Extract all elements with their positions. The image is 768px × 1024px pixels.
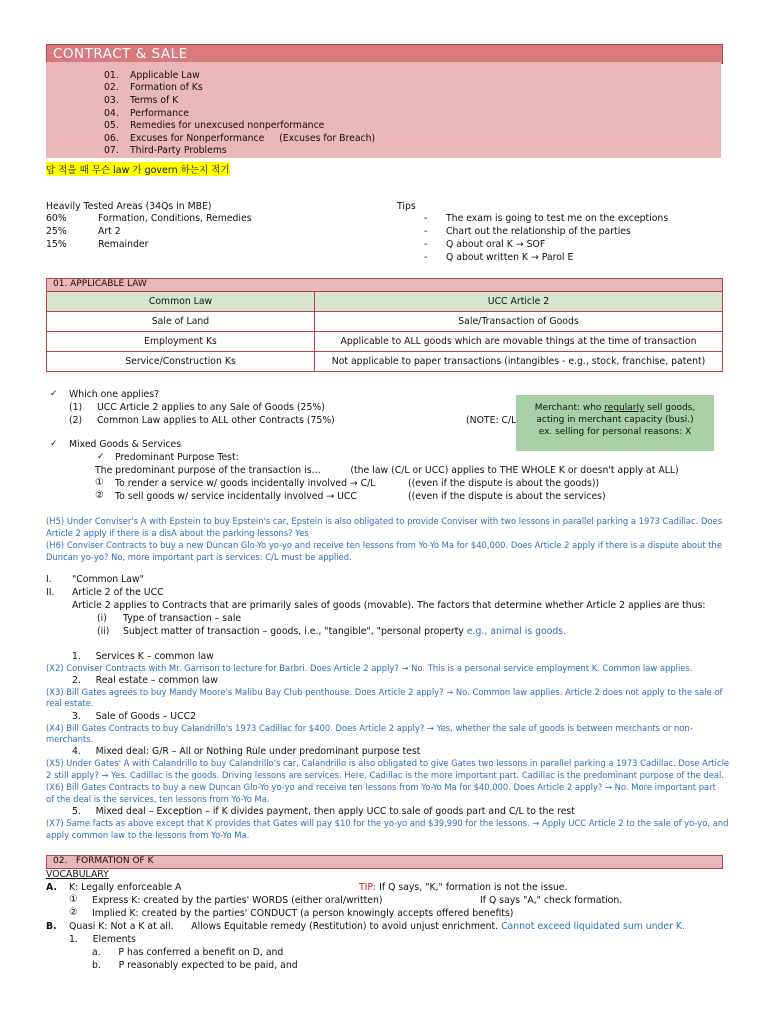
article2-description: Article 2 applies to Contracts that are primarily sales of goods (movable). The factors that determine whether Article 2 applies are thus: [72, 600, 706, 611]
checkmark-icon: ✓ [50, 439, 58, 449]
tip-item: Q about written K → Parol E [446, 252, 574, 263]
outline-letter: A. [46, 882, 57, 893]
tested-label: Formation, Conditions, Remedies [98, 213, 252, 224]
table-row [47, 332, 723, 352]
definition: Express K: created by the parties' WORDS (either oral/written) [92, 895, 383, 906]
korean-note: 답 적을 때 무슨 law 가 govern 하는지 적기 [46, 162, 230, 176]
tip-dash: - [424, 252, 428, 263]
hypo-x4-cont: merchants. [46, 734, 94, 744]
sub-item: b. P reasonably expected to be paid, and [92, 960, 298, 971]
mixed-sub: Predominant Purpose Test: [115, 452, 239, 463]
tip-note: TIP: If Q says, "K," formation is not the issue. [359, 882, 568, 893]
tested-pct: 60% [46, 213, 67, 224]
mixed-case: To sell goods w/ service incidentally involved → UCC [115, 491, 357, 502]
circled-1-icon: ① [95, 477, 104, 488]
roman-numeral: I. [46, 574, 52, 585]
tip-item: The exam is going to test me on the exceptions [446, 213, 669, 224]
merchant-line: Merchant: who regularly sell goods, [534, 403, 696, 413]
merchant-note-box [516, 395, 714, 451]
table-row [47, 352, 723, 372]
circled-2-icon: ② [69, 907, 78, 918]
tested-pct: 15% [46, 239, 67, 250]
which-question: Which one applies? [69, 389, 160, 400]
table-cell: Service/Construction Ks [47, 352, 315, 372]
hypo-h5-cont: Article 2 apply if there is a disA about the parking lessons? Yes [46, 528, 309, 538]
numbered-item: 2. Real estate – common law [72, 675, 218, 686]
numbered-item: 1. Elements [69, 934, 136, 945]
sub-item: a. P has conferred a benefit on D, and [92, 947, 284, 958]
definition: Implied K: created by the parties' CONDUCT (a person knowingly accepts offered benefits) [92, 908, 514, 919]
mixed-case: To render a service w/ goods incidentally involved → C/L [115, 478, 376, 489]
checkmark-icon: ✓ [97, 452, 105, 462]
table-header-row [47, 292, 723, 312]
document-title-bar [46, 44, 723, 64]
roman-numeral: II. [46, 587, 55, 598]
numbered-item: 3. Sale of Goods – UCC2 [72, 711, 197, 722]
section-header-applicable-law: 01. APPLICABLE LAW [46, 278, 723, 292]
tested-pct: 25% [46, 226, 67, 237]
mixed-case-note: ((even if the dispute is about the goods)) [408, 478, 600, 489]
table-header-cell: UCC Article 2 [315, 292, 723, 312]
hypo-x7-cont: apply common law to the lessons from Yo-Yo Ma. [46, 830, 250, 840]
hypo-h6-cont: Duncan yo-yo? No, more important part is services: C/L must be applied. [46, 552, 352, 562]
hypo-x3-cont: real estate. [46, 698, 94, 708]
table-cell: Employment Ks [47, 332, 315, 352]
table-cell: Applicable to ALL goods which are movable things at the time of transaction [315, 332, 723, 352]
numbered-item: 1. Services K – common law [72, 651, 214, 662]
checkmark-icon: ✓ [50, 389, 58, 399]
circled-2-icon: ② [95, 490, 104, 501]
tip-note: If Q says "A," check formation. [480, 895, 623, 906]
mixed-line: The predominant purpose of the transaction is… (the law (C/L or UCC) applies to THE WHOLE K or doesn't apply at ALL) [95, 465, 679, 476]
table-cell: Sale of Land [47, 312, 315, 332]
table-cell: Not applicable to paper transactions (intangibles - e.g., stock, franchise, patent) [315, 352, 723, 372]
table-cell: Sale/Transaction of Goods [315, 312, 723, 332]
numbered-item: 5. Mixed deal – Exception – if K divides payment, then apply UCC to sale of goods part and C/L to the rest [72, 806, 575, 817]
hypo-x2: (X2) Conviser Contracts with Mr. Garrison to lecture for Barbri. Does Article 2 apply? → No. This is a personal service employment K. Common law applies. [46, 663, 693, 673]
hypo-h6: (H6) Conviser Contracts to buy a new Duncan Glo-Yo yo-yo and receive ten lessons from Yo-Yo Ma for $40,000. Does Article 2 apply if there is a dispute about the [46, 540, 723, 550]
definition: Quasi K: Not a K at all. Allows Equitable remedy (Restitution) to avoid unjust enrichment. Cannot exceed liquidated sum under K. [69, 921, 685, 932]
document-title: CONTRACT & SALE [53, 46, 188, 62]
tip-item: Q about oral K → SOF [446, 239, 546, 250]
factor-number: (i) [97, 613, 107, 624]
tips-heading: Tips [397, 201, 416, 212]
hypo-x6: (X6) Bill Gates Contracts to buy a new Duncan Glo-Yo yo-yo and receive ten lessons from Yo-Yo Ma for $40,000. Does Article 2 apply? → No. More important part [46, 782, 716, 792]
hypo-x3: (X3) Bill Gates agrees to buy Mandy Moore's Malibu Bay Club penthouse. Does Article 2 apply? → No. Common law applies. Article 2 does not apply to the sale of [46, 687, 723, 697]
tested-heading: Heavily Tested Areas (34Qs in MBE) [46, 201, 212, 212]
which-line: (1) UCC Article 2 applies to any Sale of Goods (25%) [69, 402, 325, 413]
numbered-item: 4. Mixed deal: G/R – All or Nothing Rule under predominant purpose test [72, 746, 421, 757]
section-header-formation: 02. FORMATION OF K [46, 855, 723, 869]
merchant-line: acting in merchant capacity (busi.) [536, 415, 694, 425]
circled-1-icon: ① [69, 894, 78, 905]
factor: Subject matter of transaction – goods, i.e., "tangible", "personal property e.g., animal is goods. [123, 626, 567, 637]
hypo-x5: (X5) Under Gates' A with Calandrillo to buy Calandrillo's car, Calandrillo is also obligated to give Gates two lessons in parallel parking a 1973 Cadillac. Dose Article [46, 758, 730, 768]
merchant-line: ex. selling for personal reasons: X [538, 427, 692, 437]
mixed-case-note: ((even if the dispute is about the services) [408, 491, 606, 502]
outline-letter: B. [46, 921, 57, 932]
tested-label: Art 2 [98, 226, 121, 237]
hypo-x4: (X4) Bill Gates Contracts to buy Calandrillo's 1973 Cadillac for $400. Does Article 2 apply? → Yes, whether the sale of goods is between merchants or non- [46, 723, 693, 733]
factor-number: (ii) [97, 626, 110, 637]
hypo-x5-cont: 2 still apply? → Yes. Cadillac is the goods. Driving lessons are services. Here, Cadillac is the more important part. Cadillac is the predominant purpose of the deal. [46, 770, 725, 780]
hypo-h5: (H5) Under Conviser's A with Epstein to buy Epstein's car, Epstein is also obligated to provide Conviser with two lessons in parallel parking a 1973 Cadillac. Does [46, 516, 723, 526]
hypo-x7: (X7) Same facts as above except that K provides that Gates will pay $10 for the yo-yo and $39,990 for the lessons. → Apply UCC Article 2 to the sale of yo-yo, and [46, 818, 729, 828]
tip-item: Chart out the relationship of the parties [446, 226, 631, 237]
definition: K: Legally enforceable A [69, 882, 182, 893]
tip-dash: - [424, 226, 428, 237]
tip-dash: - [424, 213, 428, 224]
factor: Type of transaction – sale [123, 613, 242, 624]
tip-dash: - [424, 239, 428, 250]
roman-heading: Article 2 of the UCC [72, 587, 164, 598]
tested-label: Remainder [98, 239, 149, 250]
vocabulary-heading: VOCABULARY [46, 869, 109, 880]
roman-heading: "Common Law" [72, 574, 144, 585]
table-header-cell: Common Law [47, 292, 315, 312]
which-line: (2) Common Law applies to ALL other Contracts (75%) [69, 415, 335, 426]
table-row [47, 312, 723, 332]
hypo-x6-cont: of the deal is the services, ten lessons from Yo-Yo Ma. [46, 794, 270, 804]
mixed-heading: Mixed Goods & Services [69, 439, 182, 450]
applicable-law-table [46, 291, 723, 372]
note-fragment: (NOTE: C/L [466, 415, 517, 426]
